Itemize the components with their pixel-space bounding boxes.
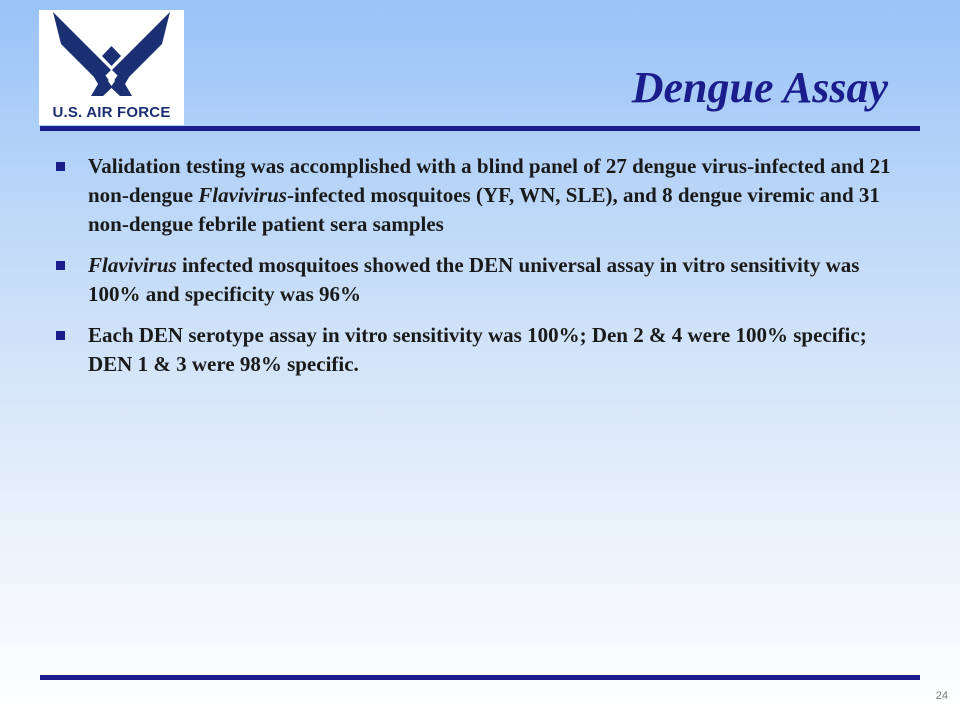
top-divider [40,126,920,131]
air-force-wings-emblem-icon [39,10,184,105]
bullet-text: infected mosquitoes showed the DEN universal assay in vitro sensitivity was 100% and specificity was 96% [88,253,860,306]
bullet-text: Validation testing was accomplished with a blind panel of 27 dengue virus-infected and 21 non-dengue [88,154,891,207]
page-number: 24 [935,690,948,702]
us-air-force-logo [39,10,184,125]
bullet-list [56,152,906,391]
bullet-text: Each DEN serotype assay in vitro sensitivity was 100%; Den 2 & 4 were 100% specific; DEN 1 & 3 were 98% specific. [88,323,867,376]
slide-title: Dengue Assay [631,63,888,112]
square-bullet-icon [56,331,65,340]
bullet-italic-text: Flavivirus [198,183,287,207]
bullet-item [56,152,906,239]
bullet-text: -infected mosquitoes (YF, WN, SLE), and 8 dengue viremic and 31 non-dengue febrile patient sera samples [88,183,880,236]
square-bullet-icon [56,261,65,270]
bullet-italic-text: Flavivirus [88,253,177,277]
bullet-item [56,251,906,309]
logo-text: U.S. AIR FORCE [52,104,171,121]
square-bullet-icon [56,162,65,171]
bullet-item [56,321,906,379]
bottom-divider [40,675,920,680]
